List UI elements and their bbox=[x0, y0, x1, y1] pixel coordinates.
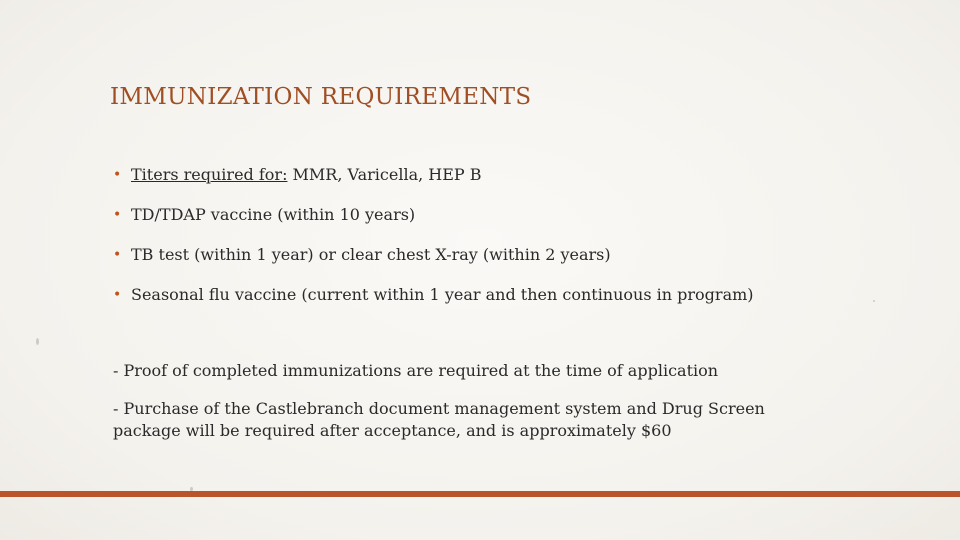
notes-section bbox=[113, 360, 813, 458]
bullet-marker: • bbox=[113, 247, 122, 263]
bottom-accent-bar bbox=[0, 491, 960, 497]
background-speck bbox=[36, 338, 39, 345]
bullet-item-tb-test bbox=[113, 240, 754, 280]
background-speck bbox=[873, 300, 875, 302]
bullet-text: TB test (within 1 year) or clear chest X-ray (within 2 years) bbox=[131, 245, 611, 264]
bullet-text: MMR, Varicella, HEP B bbox=[287, 165, 482, 184]
bullet-marker: • bbox=[113, 287, 122, 303]
bullet-text: TD/TDAP vaccine (within 10 years) bbox=[131, 205, 416, 224]
bullet-item-tdap bbox=[113, 200, 754, 240]
bullet-prefix-underlined: Titers required for: bbox=[131, 165, 288, 184]
bullet-marker: • bbox=[113, 207, 122, 223]
bullet-item-titers bbox=[113, 160, 754, 200]
bullet-marker: • bbox=[113, 167, 122, 183]
slide-title: IMMUNIZATION REQUIREMENTS bbox=[110, 84, 532, 110]
note-proof-of-immunizations: - Proof of completed immunizations are required at the time of application bbox=[113, 361, 719, 380]
note-castlebranch-purchase: - Purchase of the Castlebranch document management system and Drug Screen package will be required after acceptance, and is approximately $60 bbox=[113, 399, 765, 440]
bullet-item-flu-vaccine bbox=[113, 280, 754, 320]
bullet-text: Seasonal flu vaccine (current within 1 year and then continuous in program) bbox=[131, 285, 754, 304]
requirements-list bbox=[113, 160, 754, 320]
